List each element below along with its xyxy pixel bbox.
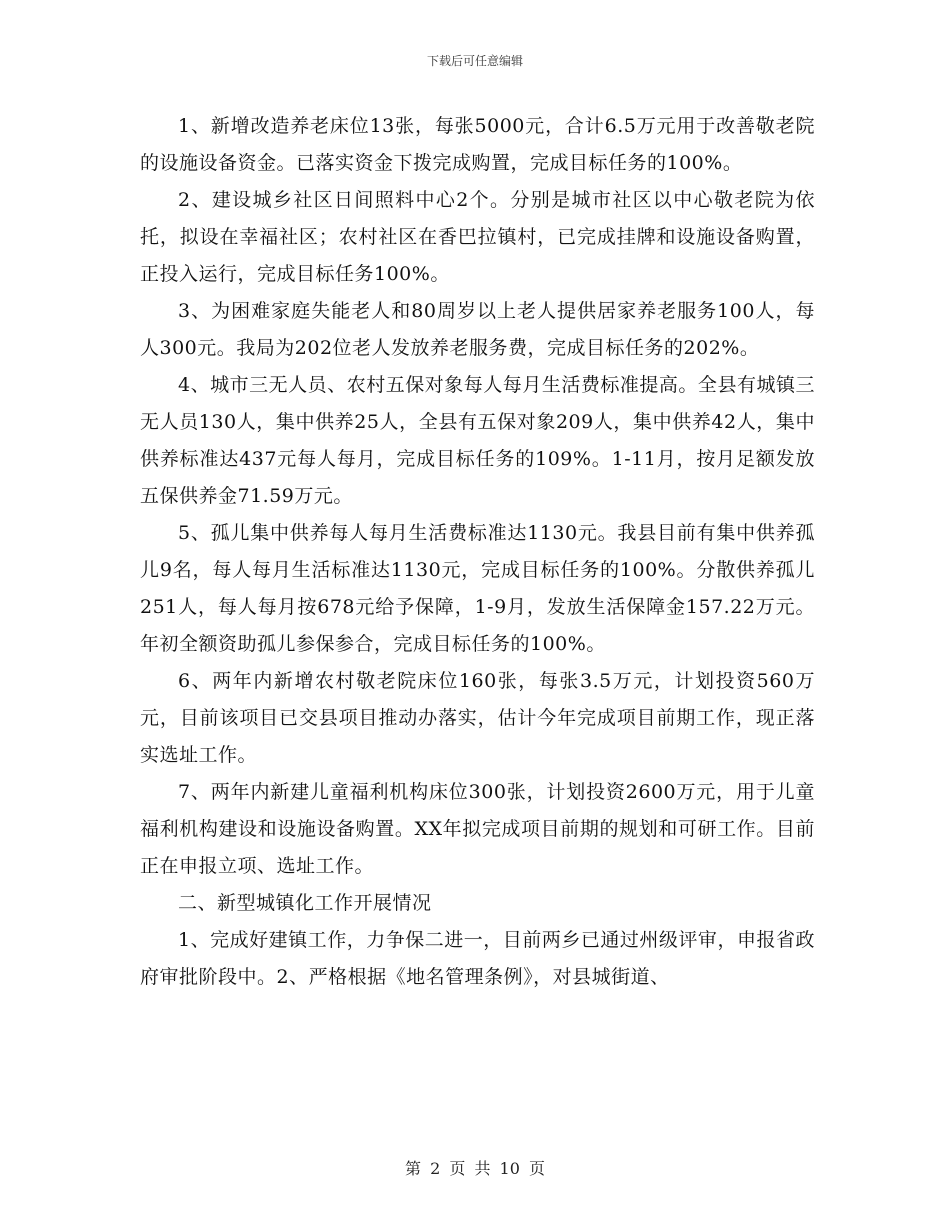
- document-body: [140, 108, 815, 996]
- paragraph-5: 5、孤儿集中供养每人每月生活费标准达1130元。我县目前有集中供养孤儿9名，每人每月生活标准达1130元，完成目标任务的100%。分散供养孤儿251人，每人每月按678元给予保障，1-9月，发放生活保障金157.22万元。年初全额资助孤儿参保参合，完成目标任务的100%。: [140, 522, 815, 655]
- page-footer: 第 2 页 共 10 页: [405, 1159, 545, 1178]
- paragraph-6: 6、两年内新增农村敬老院床位160张，每张3.5万元，计划投资560万元，目前该项目已交县项目推动办落实，估计今年完成项目前期工作，现正落实选址工作。: [140, 670, 815, 766]
- paragraph-7: 7、两年内新建儿童福利机构床位300张，计划投资2600万元，用于儿童福利机构建设和设施设备购置。XX年拟完成项目前期的规划和可研工作。目前正在申报立项、选址工作。: [140, 781, 815, 877]
- section-heading: 二、新型城镇化工作开展情况: [178, 892, 432, 914]
- paragraph-2: 2、建设城乡社区日间照料中心2个。分别是城市社区以中心敬老院为依托，拟设在幸福社区；农村社区在香巴拉镇村，已完成挂牌和设施设备购置，正投入运行，完成目标任务100%。: [140, 189, 815, 285]
- paragraph-4: 4、城市三无人员、农村五保对象每人每月生活费标准提高。全县有城镇三无人员130人，集中供养25人，全县有五保对象209人，集中供养42人，集中供养标准达437元每人每月，完成目标任务的109%。1-11月，按月足额发放五保供养金71.59万元。: [140, 374, 815, 507]
- paragraph-1: 1、新增改造养老床位13张，每张5000元，合计6.5万元用于改善敬老院的设施设备资金。已落实资金下拨完成购置，完成目标任务的100%。: [140, 115, 815, 174]
- page-header: 下载后可任意编辑: [426, 54, 523, 68]
- paragraph-8: 1、完成好建镇工作，力争保二进一，目前两乡已通过州级评审，申报省政府审批阶段中。2、严格根据《地名管理条例》，对县城街道、: [140, 929, 815, 988]
- paragraph-3: 3、为困难家庭失能老人和80周岁以上老人提供居家养老服务100人，每人300元。我局为202位老人发放养老服务费，完成目标任务的202%。: [140, 300, 815, 359]
